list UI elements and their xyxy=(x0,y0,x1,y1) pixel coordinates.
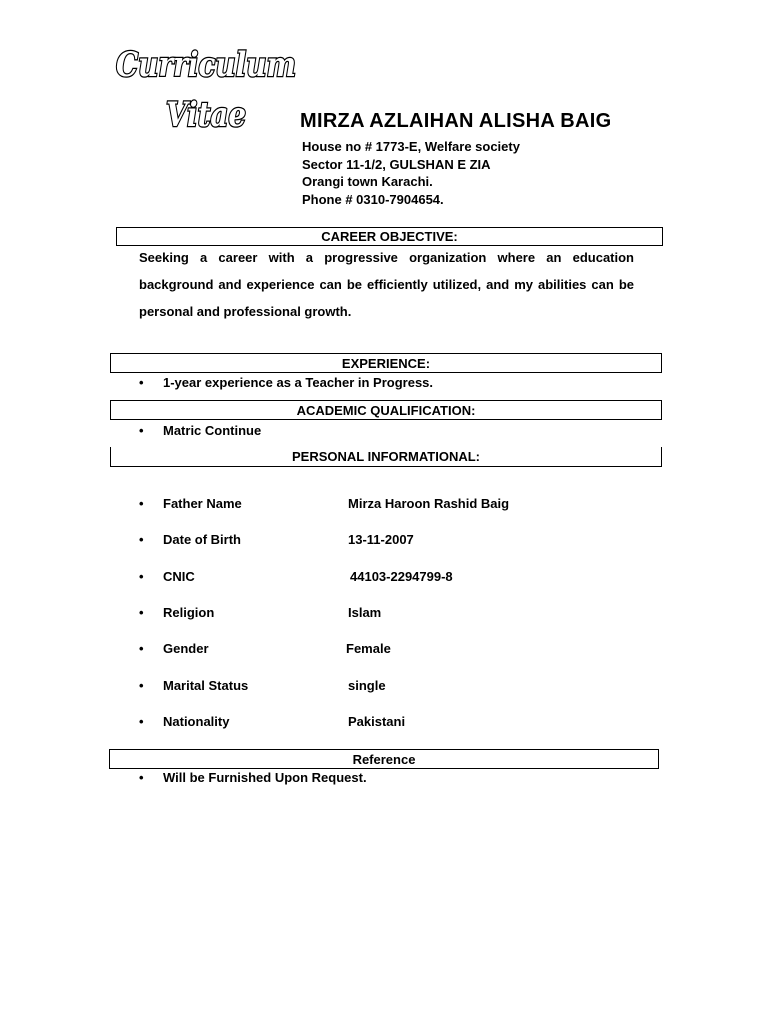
info-label: Father Name xyxy=(163,496,242,511)
address-line: Sector 11-1/2, GULSHAN E ZIA xyxy=(302,156,491,172)
curriculum-vitae-logo xyxy=(112,38,302,138)
logo-line1: Curriculum xyxy=(116,45,296,85)
bullet-icon: • xyxy=(139,375,144,390)
applicant-name: MIRZA AZLAIHAN ALISHA BAIG xyxy=(300,110,612,132)
info-label: Date of Birth xyxy=(163,532,241,547)
logo-line2: Vitae xyxy=(166,95,246,135)
bullet-icon: • xyxy=(139,532,144,547)
info-value: Islam xyxy=(348,605,382,620)
info-label: Nationality xyxy=(163,714,230,729)
experience-heading: EXPERIENCE: xyxy=(110,353,662,373)
reference-heading: Reference xyxy=(109,749,659,769)
info-value: Mirza Haroon Rashid Baig xyxy=(348,496,510,511)
bullet-icon: • xyxy=(139,569,144,584)
info-label: Religion xyxy=(163,605,215,620)
career-objective-text: Seeking a career with a progressive organization where an education background and experience can be efficiently utilized, and my abilities can be personal and professional growth. xyxy=(139,250,634,319)
reference-item-text: Will be Furnished Upon Request. xyxy=(163,770,367,785)
personal-info-heading: PERSONAL INFORMATIONAL: xyxy=(110,447,662,467)
experience-item-text: 1-year experience as a Teacher in Progress. xyxy=(163,375,434,390)
info-label: Marital Status xyxy=(163,678,249,693)
info-value: 44103-2294799-8 xyxy=(350,569,453,584)
bullet-icon: • xyxy=(139,641,144,656)
info-value: 13-11-2007 xyxy=(348,532,414,547)
info-value: single xyxy=(348,678,386,693)
academic-item-text: Matric Continue xyxy=(163,423,262,438)
career-objective-heading: CAREER OBJECTIVE: xyxy=(116,227,663,246)
bullet-icon: • xyxy=(139,496,144,511)
address-line: Orangi town Karachi. xyxy=(302,174,433,190)
info-label: CNIC xyxy=(163,569,195,584)
bullet-icon: • xyxy=(139,605,144,620)
bullet-icon: • xyxy=(139,714,144,729)
bullet-icon: • xyxy=(139,423,144,438)
info-label: Gender xyxy=(163,641,209,656)
phone-line: Phone # 0310-7904654. xyxy=(302,191,444,207)
info-value: Female xyxy=(346,641,391,656)
academic-heading: ACADEMIC QUALIFICATION: xyxy=(110,400,662,420)
bullet-icon: • xyxy=(139,770,144,785)
address-line: House no # 1773-E, Welfare society xyxy=(302,139,520,154)
contact-address xyxy=(302,138,520,208)
bullet-icon: • xyxy=(139,678,144,693)
info-value: Pakistani xyxy=(348,714,406,729)
